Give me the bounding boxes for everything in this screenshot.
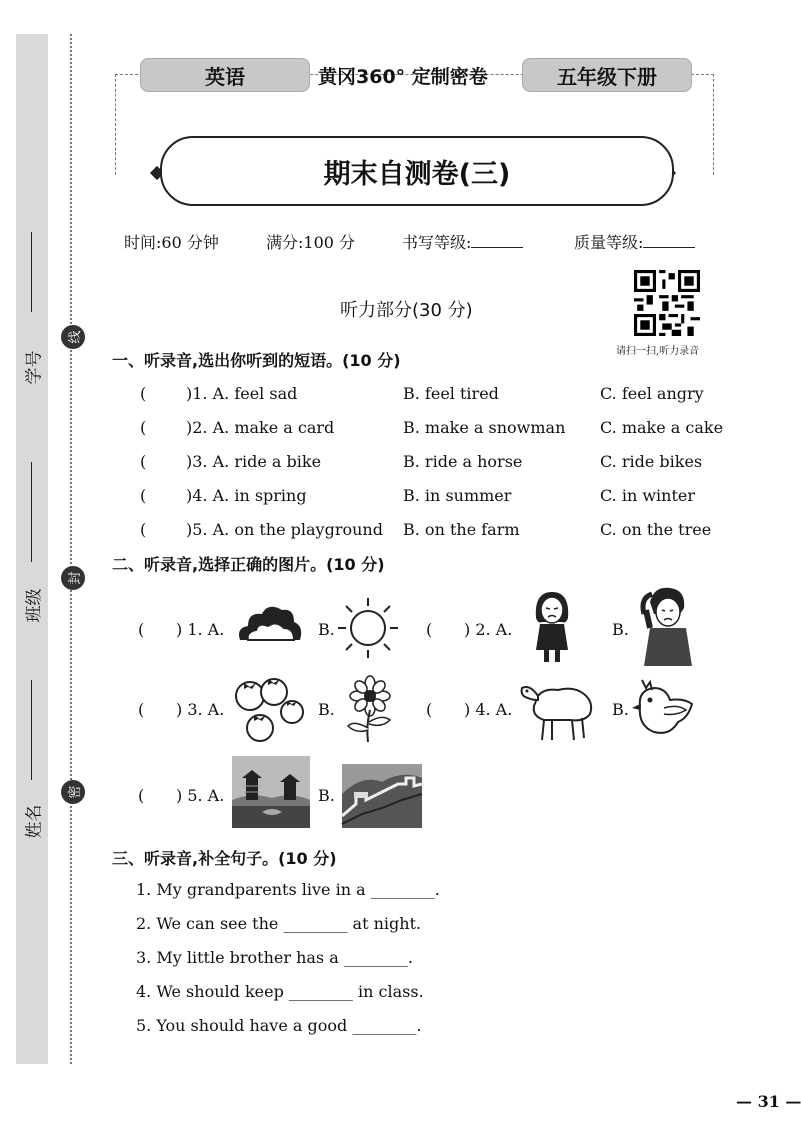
worried-boy-icon[interactable] (636, 584, 696, 666)
answer-paren[interactable]: ( (138, 620, 145, 639)
sad-girl-icon[interactable] (526, 588, 578, 666)
page-number: — 31 — (736, 1092, 801, 1111)
option-b: B. in summer (403, 486, 512, 505)
cut-line (70, 34, 72, 1064)
student-id-label: 学号 (24, 350, 45, 385)
seal-secret: 密 (61, 780, 85, 804)
fill-sentence-1[interactable]: 1. My grandparents live in a ________. (136, 880, 440, 899)
pagoda-photo[interactable] (232, 756, 310, 828)
fill-sentence-4[interactable]: 4. We should keep ________ in class. (136, 982, 424, 1001)
class-label: 班级 (24, 588, 45, 623)
writing-grade-label: 书写等级: (402, 233, 472, 252)
brand: 黄冈360° 定制密卷 (318, 66, 488, 88)
quality-grade-blank[interactable] (643, 247, 695, 248)
writing-grade-blank[interactable] (471, 247, 523, 248)
answer-paren[interactable]: ( (426, 620, 433, 639)
option-c: C. in winter (600, 486, 696, 505)
option-b: B. make a snowman (403, 418, 566, 437)
name-line (31, 680, 32, 780)
sheep-icon[interactable] (518, 674, 598, 744)
qr-caption: 请扫一扫,听力录音 (616, 346, 700, 357)
time-info: 时间:60 分钟 (124, 233, 219, 252)
sun-icon[interactable] (336, 596, 400, 660)
option-c: C. on the tree (600, 520, 712, 539)
option-b: B. on the farm (403, 520, 520, 539)
answer-paren[interactable]: ( (140, 418, 147, 437)
tomatoes-icon[interactable] (230, 674, 306, 744)
answer-paren[interactable]: ( (140, 384, 147, 403)
answer-paren[interactable]: ( (426, 700, 433, 719)
fill-sentence-2[interactable]: 2. We can see the ________ at night. (136, 914, 422, 933)
writing-grade (402, 230, 523, 253)
q1-option-a: ) 1. A. (176, 620, 225, 639)
q5-option-b: B. (318, 786, 335, 805)
seal-seal: 封 (61, 566, 85, 590)
option-c: C. make a cake (600, 418, 724, 437)
answer-paren[interactable]: ( (138, 700, 145, 719)
page-title: 期末自测卷(三) (160, 136, 674, 206)
option-a: )4. A. in spring (186, 486, 307, 505)
q2-option-a: ) 2. A. (464, 620, 513, 639)
q4-option-b: B. (612, 700, 629, 719)
bird-icon[interactable] (630, 674, 698, 744)
option-c: C. ride bikes (600, 452, 703, 471)
option-a: )2. A. make a card (186, 418, 335, 437)
option-a: )5. A. on the playground (186, 520, 383, 539)
q4-option-a: ) 4. A. (464, 700, 513, 719)
part2-heading: 二、听录音,选择正确的图片。(10 分) (112, 555, 385, 574)
qr-code-icon[interactable] (634, 270, 700, 336)
quality-grade-label: 质量等级: (574, 233, 644, 252)
great-wall-photo[interactable] (342, 764, 422, 828)
answer-paren[interactable]: ( (140, 486, 147, 505)
cloud-icon[interactable] (234, 598, 306, 646)
fill-sentence-3[interactable]: 3. My little brother has a ________. (136, 948, 413, 967)
option-a: )3. A. ride a bike (186, 452, 322, 471)
q2-option-b: B. (612, 620, 629, 639)
seal-line: 线 (61, 325, 85, 349)
quality-grade (574, 230, 695, 253)
grade-pill: 五年级下册 (522, 58, 692, 92)
binding-margin (16, 34, 48, 1064)
student-id-line (31, 232, 32, 312)
option-a: )1. A. feel sad (186, 384, 298, 403)
option-c: C. feel angry (600, 384, 704, 403)
option-b: B. ride a horse (403, 452, 523, 471)
name-label: 姓名 (24, 804, 45, 839)
fill-sentence-5[interactable]: 5. You should have a good ________. (136, 1016, 422, 1035)
score-info: 满分:100 分 (266, 233, 356, 252)
answer-paren[interactable]: ( (140, 520, 147, 539)
q3-option-b: B. (318, 700, 335, 719)
class-line (31, 462, 32, 562)
option-b: B. feel tired (403, 384, 499, 403)
part3-heading: 三、听录音,补全句子。(10 分) (112, 849, 337, 868)
q3-option-a: ) 3. A. (176, 700, 225, 719)
answer-paren[interactable]: ( (138, 786, 145, 805)
answer-paren[interactable]: ( (140, 452, 147, 471)
q5-option-a: ) 5. A. (176, 786, 225, 805)
part1-heading: 一、听录音,选出你听到的短语。(10 分) (112, 351, 401, 370)
listening-title: 听力部分(30 分) (340, 300, 473, 321)
q1-option-b: B. (318, 620, 335, 639)
subject-pill: 英语 (140, 58, 310, 92)
flower-icon[interactable] (342, 676, 398, 742)
